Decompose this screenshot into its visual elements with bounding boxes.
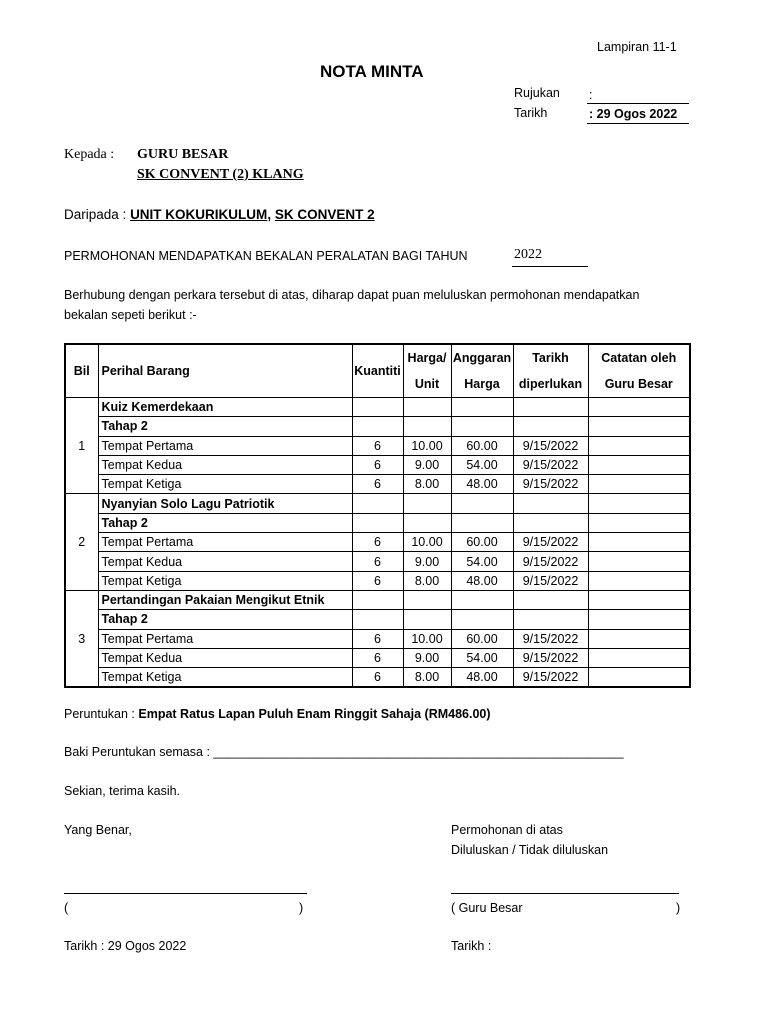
cell-kuantiti: 6 [352, 436, 403, 455]
rujukan-label: Rujukan [514, 86, 560, 100]
header-anggaran-line2: Harga [464, 377, 500, 391]
cell-catatan [588, 455, 690, 474]
table-row [65, 629, 690, 648]
left-tarikh: Tarikh : 29 Ogos 2022 [64, 939, 187, 953]
cell-anggaran [451, 513, 513, 532]
cell-kuantiti: 6 [352, 571, 403, 590]
cell-harga [403, 494, 451, 513]
right-signature-line [451, 893, 679, 894]
daripada-label: Daripada : [64, 207, 127, 222]
cell-perihal: Tempat Ketiga [98, 668, 352, 688]
approval-line1: Permohonan di atas [451, 823, 563, 837]
cell-perihal: Tempat Kedua [98, 648, 352, 667]
header-perihal: Perihal Barang [98, 344, 352, 398]
cell-perihal: Tahap 2 [98, 610, 352, 629]
cell-harga: 8.00 [403, 571, 451, 590]
cell-bil: 1 [65, 398, 98, 494]
cell-perihal: Tempat Pertama [98, 436, 352, 455]
cell-anggaran: 60.00 [451, 436, 513, 455]
cell-anggaran [451, 398, 513, 417]
cell-tarikh: 9/15/2022 [513, 455, 588, 474]
cell-harga: 9.00 [403, 552, 451, 571]
cell-kuantiti: 6 [352, 629, 403, 648]
header-kuantiti: Kuantiti [352, 344, 403, 398]
cell-catatan [588, 552, 690, 571]
daripada-separator: , [267, 207, 272, 222]
table-header-row [65, 344, 690, 398]
table-row [65, 455, 690, 474]
cell-perihal: Kuiz Kemerdekaan [98, 398, 352, 417]
cell-kuantiti [352, 513, 403, 532]
cell-perihal: Tempat Kedua [98, 552, 352, 571]
cell-tarikh [513, 610, 588, 629]
cell-harga [403, 417, 451, 436]
peruntukan-label: Peruntukan : [64, 707, 135, 721]
cell-perihal: Tempat Ketiga [98, 571, 352, 590]
cell-anggaran: 60.00 [451, 533, 513, 552]
cell-perihal: Tempat Ketiga [98, 475, 352, 494]
intro-line1: Berhubung dengan perkara tersebut di atas, diharap dapat puan meluluskan permohonan mendapatkan [64, 288, 640, 302]
cell-harga: 8.00 [403, 668, 451, 688]
left-signature-line [64, 893, 307, 894]
header-harga [403, 344, 451, 398]
table-row [65, 533, 690, 552]
cell-tarikh [513, 494, 588, 513]
cell-harga [403, 610, 451, 629]
cell-tarikh: 9/15/2022 [513, 533, 588, 552]
cell-catatan [588, 648, 690, 667]
table-row [65, 475, 690, 494]
header-anggaran [451, 344, 513, 398]
table-row [65, 668, 690, 688]
cell-tarikh: 9/15/2022 [513, 629, 588, 648]
cell-kuantiti [352, 494, 403, 513]
cell-kuantiti [352, 590, 403, 609]
cell-tarikh: 9/15/2022 [513, 475, 588, 494]
header-catatan [588, 344, 690, 398]
closing-text: Sekian, terima kasih. [64, 784, 181, 798]
right-sign-open: ( Guru Besar [451, 901, 523, 915]
cell-harga: 8.00 [403, 475, 451, 494]
cell-tarikh: 9/15/2022 [513, 668, 588, 688]
cell-kuantiti: 6 [352, 552, 403, 571]
cell-tarikh [513, 417, 588, 436]
cell-tarikh: 9/15/2022 [513, 436, 588, 455]
rujukan-value: : [589, 88, 593, 102]
table-row [65, 571, 690, 590]
tarikh-label: Tarikh [514, 106, 548, 120]
table-row [65, 436, 690, 455]
header-tarikh-line1: Tarikh [532, 351, 569, 365]
rujukan-underline [587, 103, 689, 104]
cell-catatan [588, 494, 690, 513]
cell-anggaran: 48.00 [451, 571, 513, 590]
cell-kuantiti: 6 [352, 648, 403, 667]
cell-anggaran [451, 590, 513, 609]
cell-catatan [588, 533, 690, 552]
cell-anggaran [451, 417, 513, 436]
cell-harga: 10.00 [403, 436, 451, 455]
left-sign-open: ( [64, 901, 69, 915]
cell-tarikh [513, 590, 588, 609]
cell-anggaran: 54.00 [451, 455, 513, 474]
table-row [65, 513, 690, 532]
cell-tarikh [513, 398, 588, 417]
cell-harga: 9.00 [403, 455, 451, 474]
cell-anggaran [451, 610, 513, 629]
subject-year: 2022 [514, 247, 542, 262]
cell-tarikh [513, 513, 588, 532]
header-tarikh-line2: diperlukan [518, 377, 583, 391]
cell-kuantiti [352, 417, 403, 436]
cell-catatan [588, 436, 690, 455]
table-row [65, 610, 690, 629]
kepada-label: Kepada : [64, 147, 115, 162]
right-sign-close: ) [676, 901, 681, 915]
table-row [65, 494, 690, 513]
header-tarikh [513, 344, 588, 398]
cell-harga [403, 513, 451, 532]
tarikh-value: : 29 Ogos 2022 [589, 107, 678, 121]
cell-catatan [588, 398, 690, 417]
intro-line2: bekalan sepeti berikut :- [64, 308, 197, 322]
table-row [65, 590, 690, 609]
cell-kuantiti: 6 [352, 533, 403, 552]
header-bil: Bil [65, 344, 98, 398]
cell-perihal: Tempat Pertama [98, 533, 352, 552]
cell-perihal: Nyanyian Solo Lagu Patriotik [98, 494, 352, 513]
peruntukan-row [64, 707, 491, 721]
header-harga-line2: Unit [414, 377, 440, 391]
page-title: NOTA MINTA [320, 62, 424, 81]
table-row [65, 552, 690, 571]
cell-bil: 2 [65, 494, 98, 590]
cell-kuantiti [352, 398, 403, 417]
cell-catatan [588, 513, 690, 532]
cell-harga [403, 398, 451, 417]
kepada-line2: SK CONVENT (2) KLANG [137, 167, 304, 182]
cell-perihal: Tahap 2 [98, 513, 352, 532]
header-catatan-line1: Catatan oleh [601, 351, 677, 365]
header-harga-line1: Harga/ [407, 351, 447, 365]
cell-kuantiti: 6 [352, 668, 403, 688]
peruntukan-value: Empat Ratus Lapan Puluh Enam Ringgit Sahaja (RM486.00) [138, 707, 491, 721]
cell-anggaran: 54.00 [451, 648, 513, 667]
cell-catatan [588, 610, 690, 629]
cell-perihal: Tempat Kedua [98, 455, 352, 474]
cell-kuantiti [352, 610, 403, 629]
cell-kuantiti: 6 [352, 455, 403, 474]
cell-catatan [588, 475, 690, 494]
items-table [64, 343, 691, 688]
daripada-row [64, 207, 375, 222]
cell-tarikh: 9/15/2022 [513, 552, 588, 571]
approval-line2: Diluluskan / Tidak diluluskan [451, 843, 609, 857]
cell-kuantiti: 6 [352, 475, 403, 494]
cell-catatan [588, 590, 690, 609]
table-row [65, 398, 690, 417]
cell-anggaran [451, 494, 513, 513]
cell-perihal: Pertandingan Pakaian Mengikut Etnik [98, 590, 352, 609]
cell-anggaran: 60.00 [451, 629, 513, 648]
cell-perihal: Tempat Pertama [98, 629, 352, 648]
cell-anggaran: 48.00 [451, 475, 513, 494]
left-sign-close: ) [299, 901, 304, 915]
cell-catatan [588, 668, 690, 688]
subject-text: PERMOHONAN MENDAPATKAN BEKALAN PERALATAN BAGI TAHUN [64, 249, 468, 263]
lampiran-label: Lampiran 11-1 [597, 40, 677, 54]
table-row [65, 417, 690, 436]
cell-anggaran: 48.00 [451, 668, 513, 688]
right-tarikh: Tarikh : [451, 939, 492, 953]
cell-catatan [588, 629, 690, 648]
daripada-school: SK CONVENT 2 [274, 207, 375, 222]
header-catatan-line2: Guru Besar [604, 377, 673, 391]
header-anggaran-line1: Anggaran [452, 351, 512, 365]
cell-tarikh: 9/15/2022 [513, 571, 588, 590]
kepada-line1: GURU BESAR [137, 147, 229, 162]
baki-peruntukan: Baki Peruntukan semasa : ___________________________________________________________ [64, 745, 624, 759]
cell-perihal: Tahap 2 [98, 417, 352, 436]
cell-harga: 9.00 [403, 648, 451, 667]
cell-catatan [588, 571, 690, 590]
cell-tarikh: 9/15/2022 [513, 648, 588, 667]
yang-benar: Yang Benar, [64, 823, 132, 837]
cell-harga: 10.00 [403, 629, 451, 648]
tarikh-underline [587, 123, 689, 124]
daripada-unit: UNIT KOKURIKULUM [130, 207, 268, 222]
cell-harga: 10.00 [403, 533, 451, 552]
subject-year-underline [512, 266, 588, 267]
cell-bil: 3 [65, 590, 98, 687]
cell-catatan [588, 417, 690, 436]
table-row [65, 648, 690, 667]
cell-anggaran: 54.00 [451, 552, 513, 571]
cell-harga [403, 590, 451, 609]
items-table-body [65, 398, 690, 688]
